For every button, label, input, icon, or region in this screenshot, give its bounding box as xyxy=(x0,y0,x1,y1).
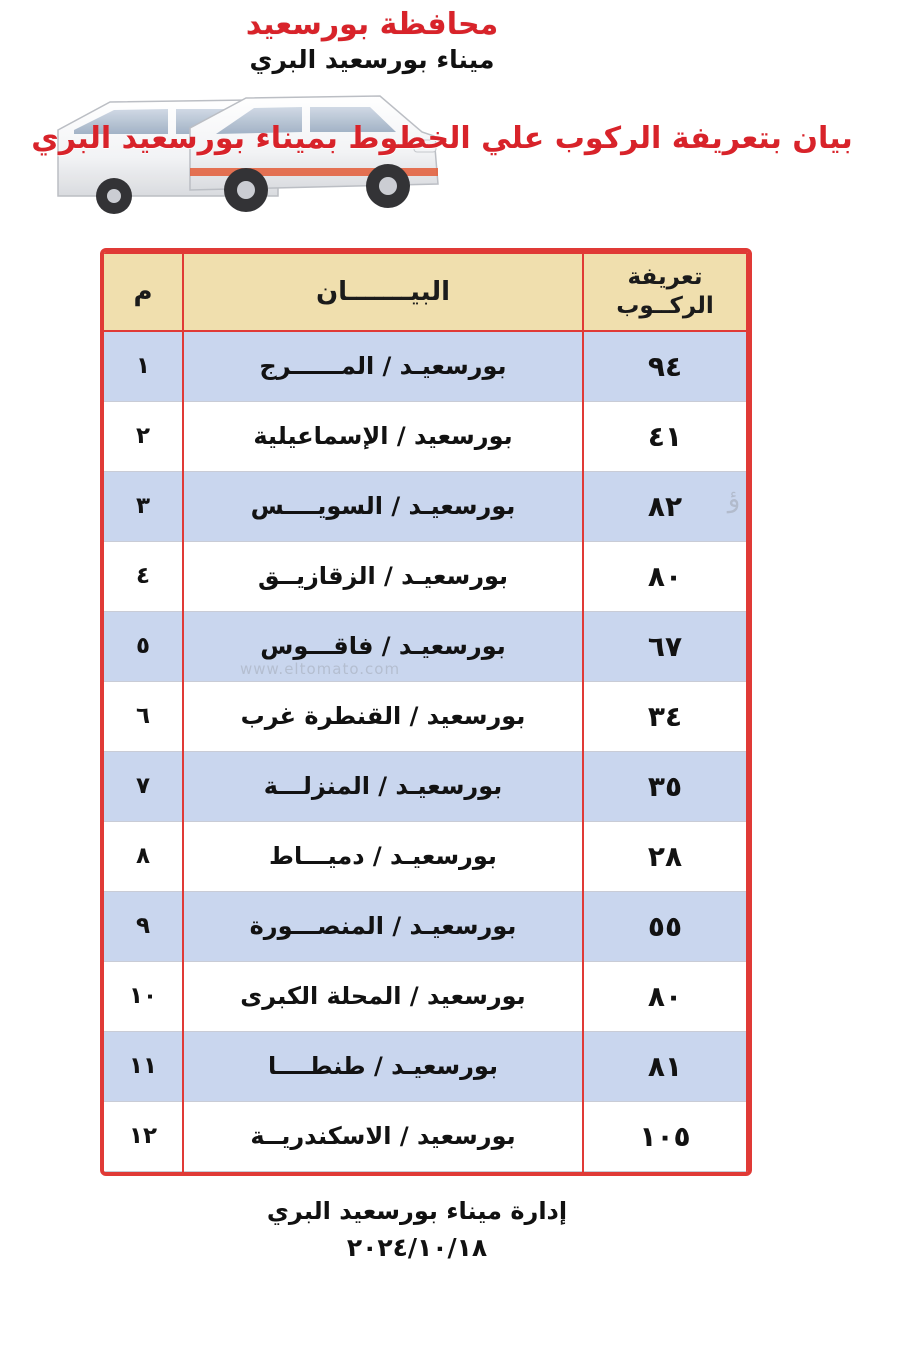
cell-fare: ٤١ xyxy=(583,401,747,471)
cell-description: بورسعيـد / طنطــــا xyxy=(183,1031,583,1101)
table-row xyxy=(103,751,747,821)
cell-number: ١ xyxy=(103,331,183,401)
cell-fare: ٦٧ xyxy=(583,611,747,681)
port-subtitle: ميناء بورسعيد البري xyxy=(249,44,495,74)
cell-fare: ٥٥ xyxy=(583,891,747,961)
table-row xyxy=(103,541,747,611)
cell-description: بورسعيـد / الزقازيــق xyxy=(183,541,583,611)
table-row xyxy=(103,401,747,471)
issue-date: ٢٠٢٤/١٠/١٨ xyxy=(346,1233,488,1263)
document-header xyxy=(0,8,904,75)
cell-description: بورسعيد / الإسماعيلية xyxy=(183,401,583,471)
cell-fare: ٣٥ xyxy=(583,751,747,821)
cell-number: ٩ xyxy=(103,891,183,961)
cell-number: ١٠ xyxy=(103,961,183,1031)
table-header-row xyxy=(103,253,747,331)
cell-description: بورسعيد / القنطرة غرب xyxy=(183,681,583,751)
watermark-text: www.eltomato.com xyxy=(240,660,401,678)
cell-description: بورسعيـد / المنزلـــة xyxy=(183,751,583,821)
table-row xyxy=(103,471,747,541)
cell-description: بورسعيد / الاسكندريــة xyxy=(183,1101,583,1171)
cell-number: ٥ xyxy=(103,611,183,681)
watermark-mark: ؤ xyxy=(727,484,741,514)
issuing-department: إدارة ميناء بورسعيد البري xyxy=(266,1197,568,1225)
cell-description: بورسعيـد / المــــــرج xyxy=(183,331,583,401)
cell-fare: ٨٠ xyxy=(583,541,747,611)
cell-number: ٧ xyxy=(103,751,183,821)
page-title: بيان بتعريفة الركوب علي الخطوط بميناء بورسعيد البري xyxy=(31,121,853,156)
cell-number: ٤ xyxy=(103,541,183,611)
cell-number: ٦ xyxy=(103,681,183,751)
cell-description: بورسعيـد / دميـــاط xyxy=(183,821,583,891)
document-footer xyxy=(0,1196,904,1262)
cell-fare: ٣٤ xyxy=(583,681,747,751)
cell-description: بورسعيـد / السويــــس xyxy=(183,471,583,541)
column-header-number: م xyxy=(103,253,183,331)
cell-number: ٢ xyxy=(103,401,183,471)
cell-fare: ٨٠ xyxy=(583,961,747,1031)
table-row xyxy=(103,1031,747,1101)
cell-description: بورسعيـد / فاقـــوس xyxy=(183,611,583,681)
table-row xyxy=(103,681,747,751)
cell-fare: ١٠٥ xyxy=(583,1101,747,1171)
table-row xyxy=(103,961,747,1031)
column-header-fare: تعريفة الركــوب xyxy=(583,253,747,331)
table-row xyxy=(103,1101,747,1171)
fare-table-container xyxy=(100,248,752,1176)
cell-number: ١٢ xyxy=(103,1101,183,1171)
cell-fare: ٨١ xyxy=(583,1031,747,1101)
cell-description: بورسعيـد / المنصـــورة xyxy=(183,891,583,961)
cell-number: ١١ xyxy=(103,1031,183,1101)
cell-fare: ٢٨ xyxy=(583,821,747,891)
cell-fare: ٨٢ xyxy=(583,471,747,541)
cell-fare: ٩٤ xyxy=(583,331,747,401)
cell-number: ٣ xyxy=(103,471,183,541)
cell-description: بورسعيد / المحلة الكبرى xyxy=(183,961,583,1031)
table-row xyxy=(103,821,747,891)
column-header-description: البيـــــــان xyxy=(183,253,583,331)
governorate-title: محافظة بورسعيد xyxy=(245,7,499,42)
table-body xyxy=(103,331,747,1171)
table-row xyxy=(103,331,747,401)
cell-number: ٨ xyxy=(103,821,183,891)
table-row xyxy=(103,891,747,961)
fare-table xyxy=(102,252,748,1172)
table-row xyxy=(103,611,747,681)
